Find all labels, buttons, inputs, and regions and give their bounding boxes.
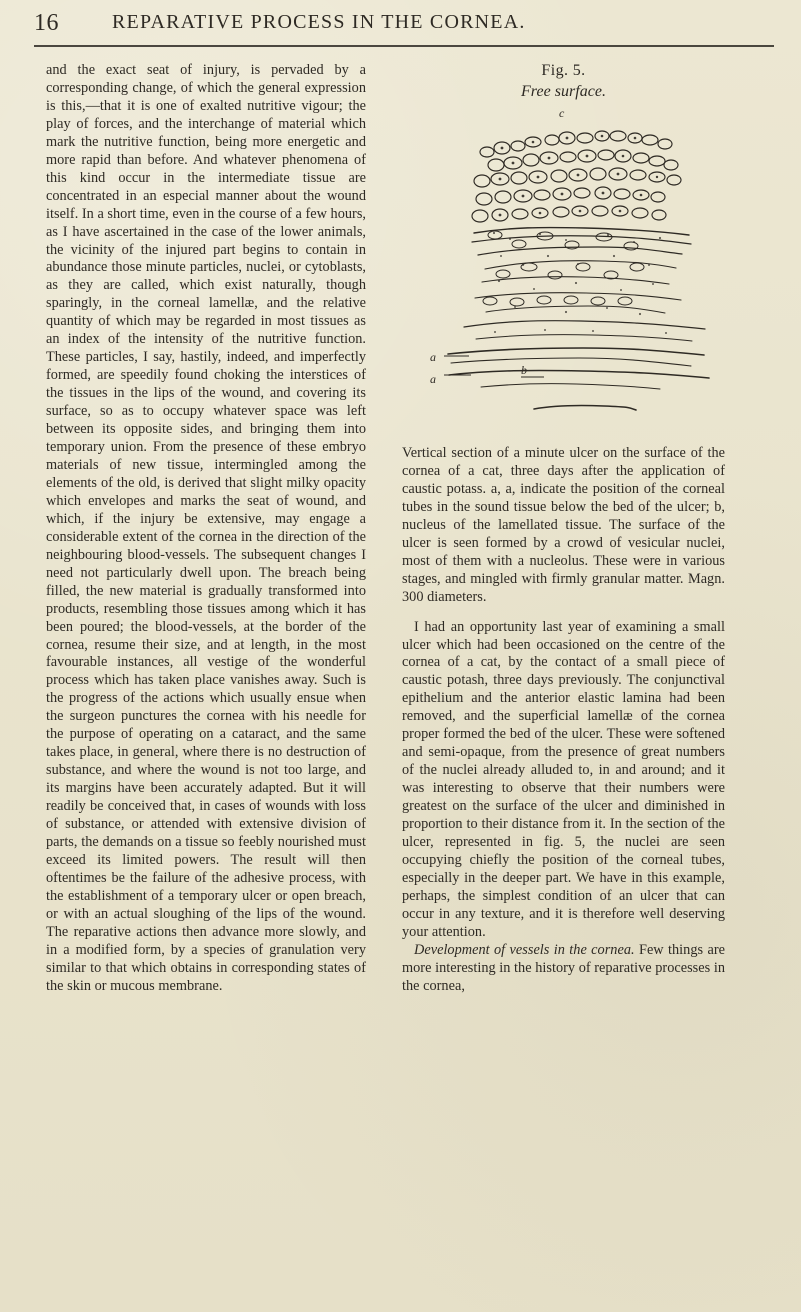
left-column: [46, 62, 366, 996]
figure-label-a-lower: a: [430, 372, 437, 386]
microscope-figure: [402, 107, 725, 433]
figure-caption: Vertical section of a minute ulcer on the surface of the cornea of a cat, three days after the application of caustic potass. a, a, indicate the position of the corneal tubes in the sound tissue below the bed of the ulcer; b, nucleus of the lamellated tissue. The surface of the ulcer is seen formed by a crowd of vesicular nuclei, most of them with a nucleolus. These were in various stages, and mingled with firmly granular matter. Magn. 300 diameters.: [402, 445, 725, 605]
section-paragraph-start: Few things are more interesting in the history of reparative processes in the cornea,: [402, 941, 725, 994]
page-title: REPARATIVE PROCESS IN THE CORNEA.: [112, 11, 526, 33]
section-title: Development of vessels in the cornea.: [414, 941, 635, 958]
right-column: [402, 62, 725, 996]
figure-heading: Fig. 5.: [541, 62, 586, 79]
page-number: 16: [34, 10, 59, 36]
cornea-ulcer-illustration: [402, 107, 725, 433]
figure-label-c: c: [559, 106, 565, 120]
left-paragraph: and the exact seat of injury, is pervaded by a corresponding change, of which the general expression is this,—that it is one of exalted nutritive vigour; the play of forces, and the interchange of material which mark the nutritive function, being more energetic and more rapid than before. And whatever phenomena of this kind occur in the intermediate tissue are concentrated in an especial manner about the wound itself. In a short time, even in the course of a few hours, as I have ascertained in the case of the lower animals, the vicinity of the injured part begins to contain in abundance those minute particles, nuclei, or cytoblasts, as they are called, which exist naturally, though sparingly, in the corneal lamellæ, and the relative quantity of which may be regarded in most tissues as an index of the intensity of the nutritive function. These particles, I say, hastily, indeed, and imperfectly formed, are speedily found choking the interstices of the tissues in the lips of the wound, and covering its surface, so as to occupy whatever space was left between its opposite sides, and bringing them into temporary union. From the presence of these embryo materials of new tissue, intermingled among the elements of the old, is derived that slight milky opacity which envelopes and marks the seat of wound, and which, if the injury be extensive, may engage a considerable extent of the cornea in the direction of the neighbouring blood-vessels. The subsequent changes I need not particularly dwell upon. The breach being filled, the new material is gradually transformed into products, resembling those tissues among which it has been poured; the blood-vessels, at the border of the cornea, resume their size, and at length, in the most favourable instances, all vestige of the wonderful process which has taken place vanishes away. Such is the progress of the actions which usually ensue when the surgeon punctures the cornea with his needle for the purpose of operating on a cataract, and the same takes place, in general, where there is no destruction of substance, and where the wound is not too large, and its margins have been accurately adapted. But it will readily be conceived that, in cases of wounds with loss of substance, or attended with extensive division of parts, the demands on a tissue so feebly nourished must exceed its limited powers. The result will then oftentimes be the failure of the adhesive process, with the establishment of a temporary ulcer or open breach, or with an actual sloughing of the lips of the wound. The reparative actions then advance more slowly, and in a modified form, by a species of granulation very similar to that which obtains in corresponding states of the skin or mucous membrane.: [46, 62, 366, 994]
header-rule: [34, 45, 774, 47]
right-paragraph-2: [402, 942, 725, 996]
right-paragraph-1: I had an opportunity last year of examining a small ulcer which had been occasioned on the centre of the cornea of a cat, by the contact of a small piece of caustic potash, three days previously. The conjunctival epithelium and the anterior elastic lamina had been removed, and the superficial lamellæ of the cornea proper formed the bed of the ulcer. These were softened and semi-opaque, from the presence of great numbers of the nuclei already alluded to, in and around; and it was interesting to observe that their numbers were greatest on the surface of the ulcer and diminished in proportion to their distance from it. In the section of the ulcer, represented in fig. 5, the nuclei are seen occupying chiefly the position of the corneal tubes, especially in the deeper part. We have in this example, perhaps, the simplest condition of an ulcer that can occur in any texture, and it is therefore well deserving your attention.: [402, 618, 725, 940]
figure-label-a-upper: a: [430, 350, 437, 364]
figure-label-b: b: [521, 363, 528, 377]
running-header: [34, 10, 774, 38]
figure-subtitle: Free surface.: [521, 83, 606, 100]
figure-caption-block: [402, 445, 725, 607]
